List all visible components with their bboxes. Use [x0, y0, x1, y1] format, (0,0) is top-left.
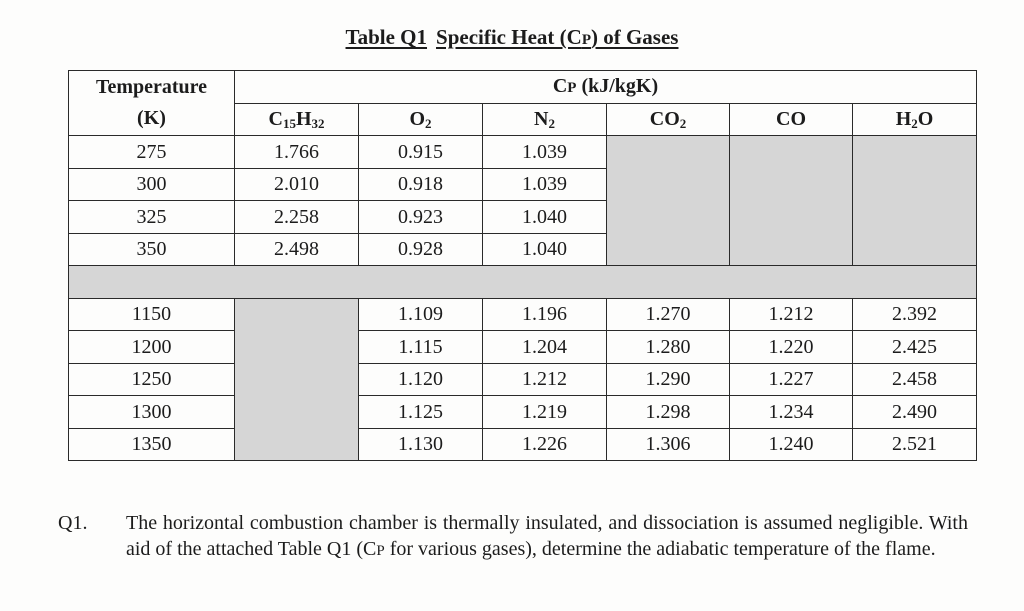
table-cell: 1200: [69, 331, 235, 364]
table-cell: 1350: [69, 428, 235, 461]
table-cell: 1.227: [730, 363, 853, 396]
table-row: [69, 428, 977, 461]
table-cell: 2.392: [853, 298, 977, 331]
table-cell: 1.115: [359, 331, 483, 364]
table-cell: 0.923: [359, 201, 483, 234]
table-row: [69, 363, 977, 396]
gas-header: $CO_2$: [607, 103, 730, 136]
header-row-1: [69, 71, 977, 104]
question-text: The horizontal combustion chamber is thermally insulated, and dissociation is assumed negligible. With aid of the attached Table Q1 (CP for various gases), determine the adiabatic temperature of the flame.: [126, 512, 968, 560]
table-cell: 1.220: [730, 331, 853, 364]
table-title-text: Specific Heat (CP) of Gases: [436, 25, 679, 49]
gas-header: $C_{15}H_{32}$: [235, 103, 359, 136]
table-cell: 1.125: [359, 396, 483, 429]
table-cell: 1.298: [607, 396, 730, 429]
question-number: Q1.: [58, 512, 88, 534]
table-cell: 300: [69, 168, 235, 201]
gas-header: CO: [730, 103, 853, 136]
table-cell: 1.109: [359, 298, 483, 331]
table-row: [69, 396, 977, 429]
table-row: [69, 136, 977, 169]
shaded-cell: [235, 298, 359, 461]
table-row: [69, 331, 977, 364]
table-cell: 1.196: [483, 298, 607, 331]
table-cell: 325: [69, 201, 235, 234]
table-cell: 1.130: [359, 428, 483, 461]
table-cell: 2.010: [235, 168, 359, 201]
shaded-cell: [730, 136, 853, 266]
question-block: [58, 510, 968, 564]
specific-heat-table: [68, 70, 977, 461]
table-cell: 1.270: [607, 298, 730, 331]
gas-header: $O_2$: [359, 103, 483, 136]
table-cell: 2.425: [853, 331, 977, 364]
table-row: [69, 298, 977, 331]
table-cell: 1300: [69, 396, 235, 429]
table-title-label: Table Q1: [345, 25, 428, 49]
low-temperature-rows: [69, 136, 977, 266]
table-cell: 1.290: [607, 363, 730, 396]
table-title: [0, 24, 1024, 53]
table-cell: 1.040: [483, 201, 607, 234]
separator-band: [69, 266, 977, 299]
table-cell: 0.915: [359, 136, 483, 169]
table-cell: 1.306: [607, 428, 730, 461]
table-cell: 350: [69, 233, 235, 266]
table-cell: 1.039: [483, 136, 607, 169]
gas-header: $H_2O$: [853, 103, 977, 136]
table-cell: 2.498: [235, 233, 359, 266]
table-cell: 1.120: [359, 363, 483, 396]
high-temperature-rows: [69, 298, 977, 461]
table-cell: 2.521: [853, 428, 977, 461]
table-cell: 1.040: [483, 233, 607, 266]
table-cell: 1250: [69, 363, 235, 396]
table-cell: 2.258: [235, 201, 359, 234]
table-cell: 1.204: [483, 331, 607, 364]
table-cell: 0.928: [359, 233, 483, 266]
table-cell: 1.240: [730, 428, 853, 461]
table-cell: 1.212: [730, 298, 853, 331]
table-cell: 1.212: [483, 363, 607, 396]
table-cell: 1.226: [483, 428, 607, 461]
table-cell: 1.280: [607, 331, 730, 364]
shaded-cell: [607, 136, 730, 266]
table-cell: 1.766: [235, 136, 359, 169]
table-cell: 2.458: [853, 363, 977, 396]
table-cell: 1.219: [483, 396, 607, 429]
table-cell: 0.918: [359, 168, 483, 201]
table-cell: 2.490: [853, 396, 977, 429]
table-cell: 1.234: [730, 396, 853, 429]
gas-header: $N_2$: [483, 103, 607, 136]
shaded-cell: [853, 136, 977, 266]
table-cell: 275: [69, 136, 235, 169]
table-cell: 1150: [69, 298, 235, 331]
table-cell: 1.039: [483, 168, 607, 201]
cp-header: CP (kJ/kgK): [235, 71, 977, 104]
temperature-header: Temperature (K): [69, 71, 235, 136]
